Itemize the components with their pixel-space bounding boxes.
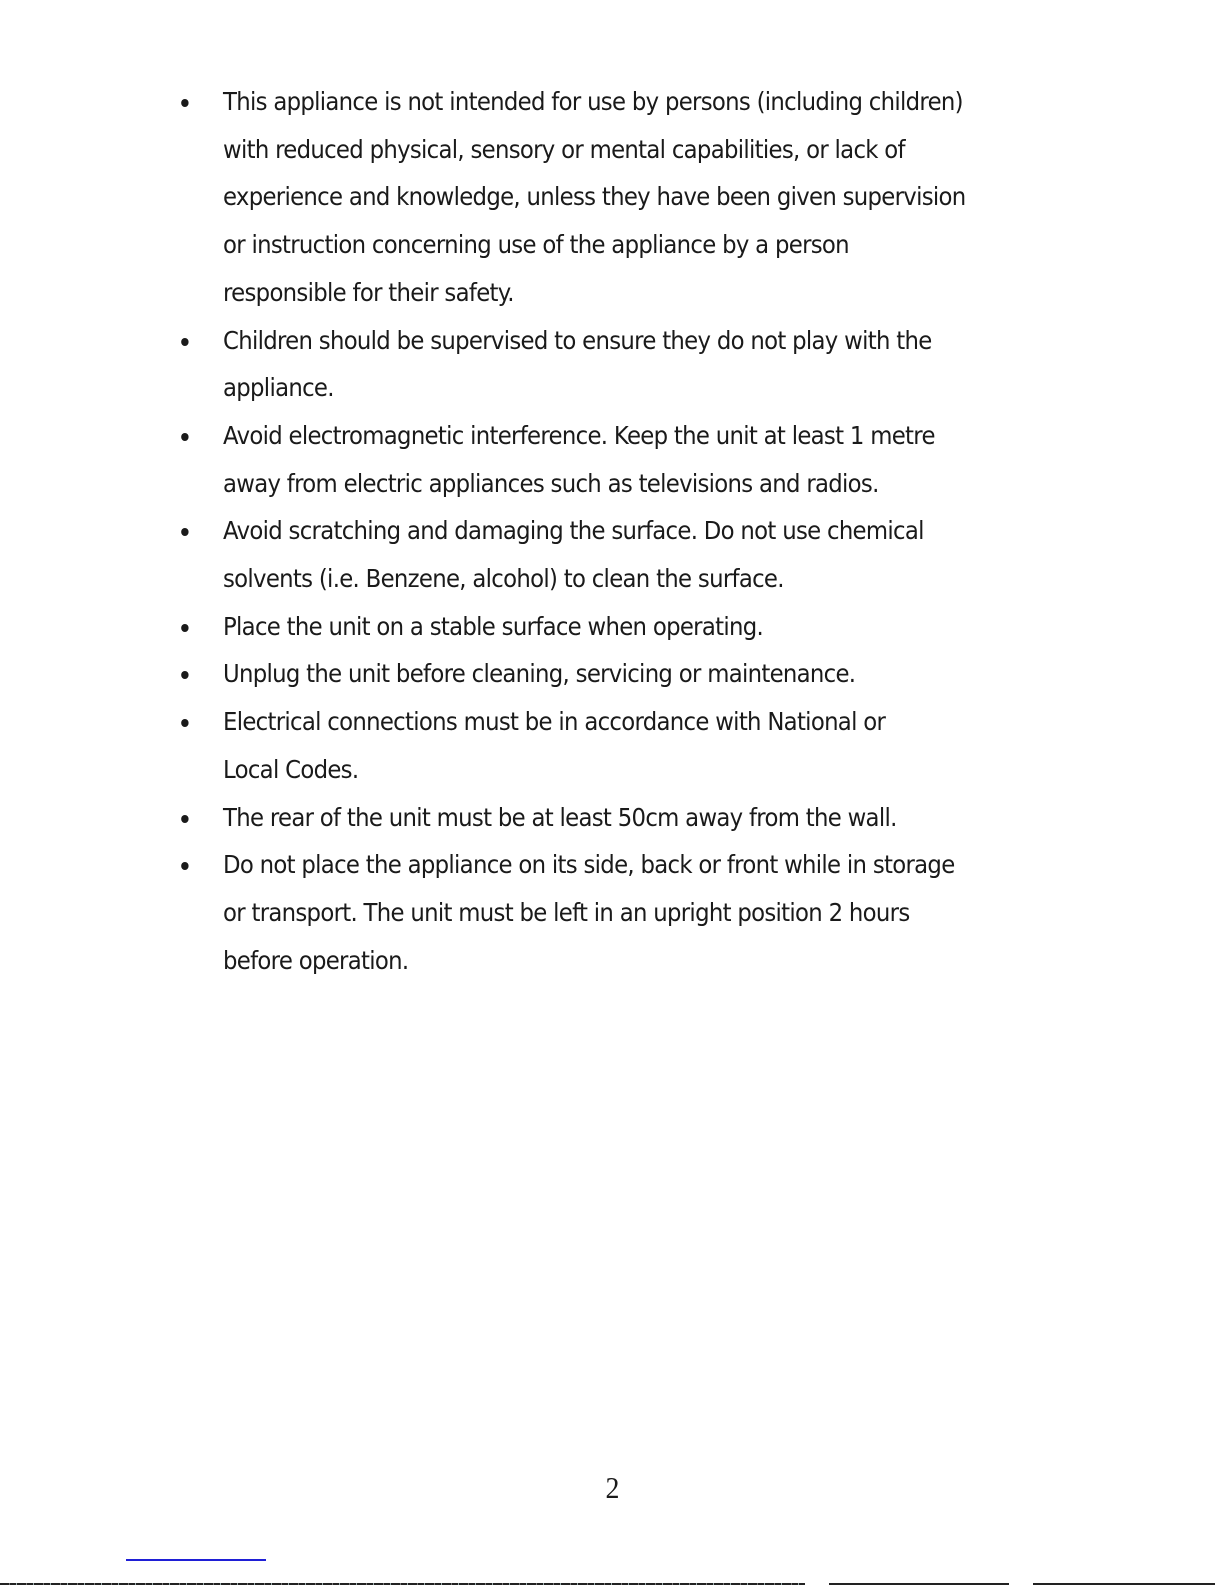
bullet-text-line: Avoid electromagnetic interference. Keep the unit at least 1 metre	[223, 420, 935, 450]
bullet-text-line: away from electric appliances such as televisions and radios.	[223, 468, 879, 498]
page-number: 2	[605, 1470, 620, 1505]
bullet-dot-icon	[181, 671, 188, 679]
bullet-dot-icon	[181, 433, 188, 441]
bullet-item	[170, 794, 988, 842]
bullet-text-line: or instruction concerning use of the appliance by a person	[223, 230, 849, 260]
bullet-text-line: Electrical connections must be in accordance with National or	[223, 707, 886, 737]
bullet-item	[170, 650, 988, 698]
bullet-item	[170, 698, 988, 793]
bullet-text-line: appliance.	[223, 373, 334, 403]
bullet-item	[170, 412, 988, 507]
bullet-item	[170, 603, 988, 651]
bullet-dot-icon	[181, 528, 188, 536]
bullet-text-line: Local Codes.	[223, 754, 359, 784]
bullet-text-line: Place the unit on a stable surface when operating.	[223, 611, 764, 641]
bullet-text-line: before operation.	[223, 945, 409, 975]
footnote-separator-line	[126, 1559, 266, 1561]
bullet-item	[170, 841, 988, 984]
bullet-text-line: Do not place the appliance on its side, back or front while in storage	[223, 850, 955, 880]
bullet-dot-icon	[181, 719, 188, 727]
bullet-dot-icon	[181, 862, 188, 870]
bullet-dot-icon	[181, 99, 188, 107]
bullet-text-line: Unplug the unit before cleaning, servicing or maintenance.	[223, 659, 856, 689]
bullet-dot-icon	[181, 338, 188, 346]
bullet-text-line: Avoid scratching and damaging the surface. Do not use chemical	[223, 516, 924, 546]
bullet-text-line: The rear of the unit must be at least 50cm away from the wall.	[223, 802, 897, 832]
bullet-text-line: experience and knowledge, unless they have been given supervision	[223, 182, 966, 212]
bullet-item	[170, 78, 988, 317]
bullet-text-line: with reduced physical, sensory or mental capabilities, or lack of	[223, 134, 905, 164]
safety-bullet-list	[170, 78, 1050, 984]
bullet-text-line: Children should be supervised to ensure they do not play with the	[223, 325, 932, 355]
bullet-text-line: responsible for their safety.	[223, 277, 514, 307]
bullet-dot-icon	[181, 624, 188, 632]
bullet-text-line: solvents (i.e. Benzene, alcohol) to clean the surface.	[223, 564, 784, 594]
bullet-item	[170, 507, 988, 602]
bullet-item	[170, 317, 988, 412]
bullet-text-line: or transport. The unit must be left in an upright position 2 hours	[223, 897, 910, 927]
bullet-dot-icon	[181, 815, 188, 823]
bullet-text-line: This appliance is not intended for use by persons (including children)	[223, 87, 963, 116]
